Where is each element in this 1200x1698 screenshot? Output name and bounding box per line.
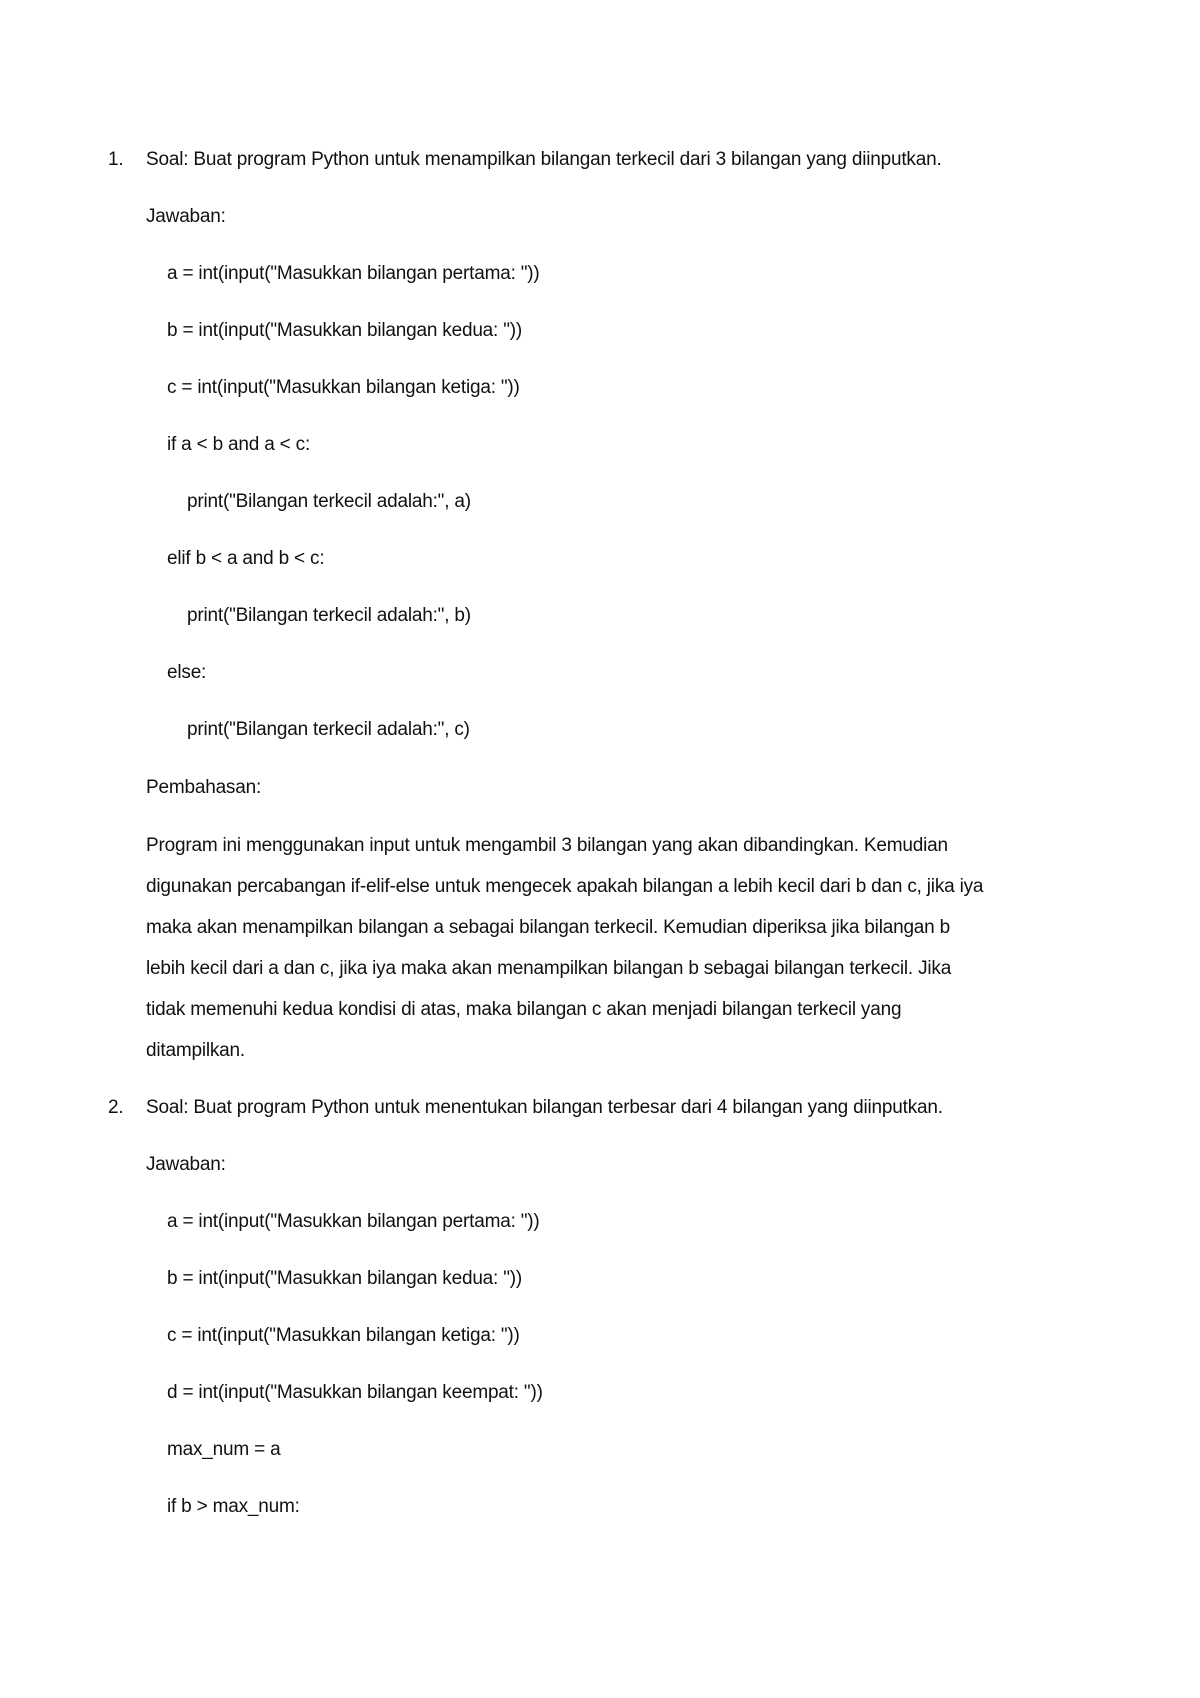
discussion-line: ditampilkan. xyxy=(146,1040,245,1061)
discussion-line: digunakan percabangan if-elif-else untuk mengecek apakah bilangan a lebih kecil dari b dan c, jika iya xyxy=(146,876,984,897)
answer-label: Jawaban: xyxy=(146,1154,226,1175)
question-text: Soal: Buat program Python untuk menampilkan bilangan terkecil dari 3 bilangan yang diinputkan. xyxy=(146,149,942,170)
code-line: c = int(input("Masukkan bilangan ketiga: ")) xyxy=(167,1325,520,1346)
code-line: a = int(input("Masukkan bilangan pertama: ")) xyxy=(167,1211,540,1232)
code-line: max_num = a xyxy=(167,1439,281,1460)
code-line: b = int(input("Masukkan bilangan kedua: ")) xyxy=(167,320,523,341)
code-line: a = int(input("Masukkan bilangan pertama: ")) xyxy=(167,263,540,284)
discussion-line: lebih kecil dari a dan c, jika iya maka akan menampilkan bilangan b sebagai bilangan terkecil. Jika xyxy=(146,958,952,979)
code-line: print("Bilangan terkecil adalah:", b) xyxy=(187,605,471,626)
item-number: 1. xyxy=(108,149,124,170)
code-line: print("Bilangan terkecil adalah:", c) xyxy=(187,719,470,740)
discussion-line: maka akan menampilkan bilangan a sebagai bilangan terkecil. Kemudian diperiksa jika bilangan b xyxy=(146,917,950,938)
code-line: d = int(input("Masukkan bilangan keempat: ")) xyxy=(167,1382,543,1403)
question-text: Soal: Buat program Python untuk menentukan bilangan terbesar dari 4 bilangan yang diinputkan. xyxy=(146,1097,943,1118)
code-line: if b > max_num: xyxy=(167,1496,300,1517)
code-line: print("Bilangan terkecil adalah:", a) xyxy=(187,491,471,512)
code-line: b = int(input("Masukkan bilangan kedua: ")) xyxy=(167,1268,523,1289)
code-line: else: xyxy=(167,662,207,683)
code-line: elif b < a and b < c: xyxy=(167,548,325,569)
code-line: if a < b and a < c: xyxy=(167,434,311,455)
discussion-line: tidak memenuhi kedua kondisi di atas, maka bilangan c akan menjadi bilangan terkecil yang xyxy=(146,999,902,1020)
item-number: 2. xyxy=(108,1097,124,1118)
code-line: c = int(input("Masukkan bilangan ketiga: ")) xyxy=(167,377,520,398)
discussion-line: Program ini menggunakan input untuk mengambil 3 bilangan yang akan dibandingkan. Kemudian xyxy=(146,835,948,856)
discussion-label: Pembahasan: xyxy=(146,777,262,798)
answer-label: Jawaban: xyxy=(146,206,226,227)
